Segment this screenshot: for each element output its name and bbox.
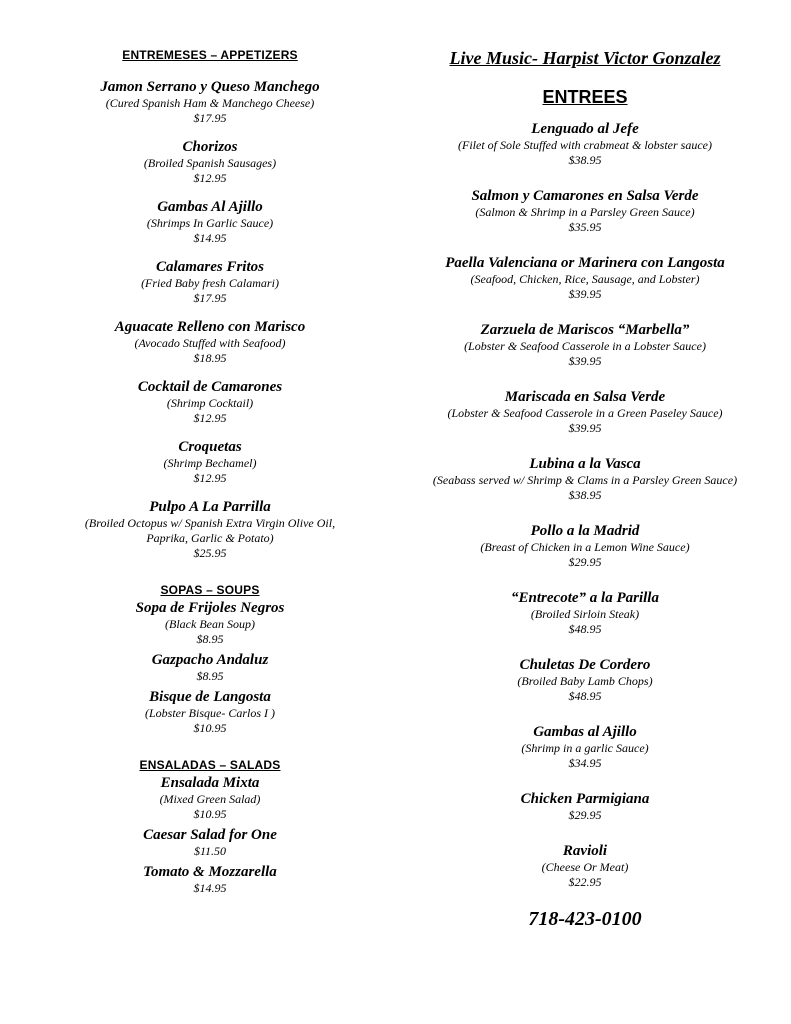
item-name: Lenguado al Jefe: [531, 121, 639, 137]
item-name: Gambas al Ajillo: [533, 724, 637, 740]
menu-item: [40, 438, 380, 486]
item-price: $48.95: [568, 689, 602, 703]
item-description: (Broiled Sirloin Steak): [530, 607, 640, 621]
item-name: Bisque de Langosta: [149, 689, 271, 705]
menu-item: [415, 254, 755, 302]
item-description: (Black Bean Soup): [165, 617, 255, 631]
item-name: Pulpo A La Parrilla: [149, 499, 271, 515]
item-price: $35.95: [568, 220, 602, 234]
item-name: Sopa de Frijoles Negros: [135, 600, 285, 616]
item-name: Salmon y Camarones en Salsa Verde: [471, 188, 699, 204]
item-description: (Shrimp in a garlic Sauce): [521, 741, 649, 755]
salads-heading: ENSALADAS – SALADS: [139, 758, 281, 772]
item-price: $12.95: [193, 411, 227, 425]
item-price: $8.95: [196, 632, 224, 646]
item-price: $39.95: [568, 421, 602, 435]
menu-item: [40, 774, 380, 822]
item-name: Chorizos: [182, 139, 238, 155]
menu-item: [40, 863, 380, 896]
item-price: $29.95: [568, 808, 602, 822]
menu-item: [415, 522, 755, 570]
item-description: (Broiled Octopus w/ Spanish Extra Virgin Olive Oil,: [84, 516, 336, 530]
item-price: $29.95: [568, 555, 602, 569]
item-name: Pollo a la Madrid: [530, 523, 640, 539]
item-price: $14.95: [193, 881, 227, 895]
right-column: [415, 48, 755, 931]
item-name: Ensalada Mixta: [160, 775, 260, 791]
item-description: (Broiled Spanish Sausages): [143, 156, 277, 170]
menu-item: [40, 378, 380, 426]
item-price: $14.95: [193, 231, 227, 245]
item-description: (Salmon & Shrimp in a Parsley Green Sauce): [475, 205, 695, 219]
item-description: (Seafood, Chicken, Rice, Sausage, and Lobster): [470, 272, 700, 286]
item-description: (Shrimp Bechamel): [163, 456, 257, 470]
item-price: $12.95: [193, 471, 227, 485]
menu-item: [40, 258, 380, 306]
menu-item: [40, 651, 380, 684]
menu-item: [415, 790, 755, 823]
salads-section: [40, 758, 380, 896]
item-name: Calamares Fritos: [156, 259, 264, 275]
phone-number: 718-423-0100: [528, 908, 642, 930]
item-price: $10.95: [193, 807, 227, 821]
menu-item: [40, 498, 380, 561]
item-description: (Filet of Sole Stuffed with crabmeat & lobster sauce): [458, 138, 712, 152]
menu-item: [40, 826, 380, 859]
item-description: (Avocado Stuffed with Seafood): [134, 336, 286, 350]
item-price: $25.95: [193, 546, 227, 560]
item-description: (Cheese Or Meat): [541, 860, 629, 874]
menu-item: [415, 842, 755, 890]
item-name: Aguacate Relleno con Marisco: [114, 319, 306, 335]
item-name: Gambas Al Ajillo: [157, 199, 263, 215]
item-price: $38.95: [568, 153, 602, 167]
item-description: (Broiled Baby Lamb Chops): [517, 674, 653, 688]
item-description: (Breast of Chicken in a Lemon Wine Sauce): [480, 540, 690, 554]
menu-item: [40, 688, 380, 736]
menu-item: [415, 187, 755, 235]
item-name: Paella Valenciana or Marinera con Langosta: [445, 255, 725, 271]
menu-item: [415, 455, 755, 503]
item-price: $38.95: [568, 488, 602, 502]
item-description: (Lobster & Seafood Casserole in a Green Paseley Sauce): [447, 406, 723, 420]
item-price: $18.95: [193, 351, 227, 365]
item-name: Cocktail de Camarones: [137, 379, 283, 395]
item-name: Lubina a la Vasca: [529, 456, 641, 472]
item-description: (Seabass served w/ Shrimp & Clams in a Parsley Green Sauce): [432, 473, 738, 487]
item-description: Paprika, Garlic & Potato): [146, 531, 274, 545]
item-name: Chicken Parmigiana: [520, 791, 650, 807]
menu-item: [415, 120, 755, 168]
item-price: $48.95: [568, 622, 602, 636]
item-description: (Shrimps In Garlic Sauce): [146, 216, 274, 230]
item-price: $11.50: [193, 844, 227, 858]
item-name: Jamon Serrano y Queso Manchego: [100, 79, 320, 95]
item-name: Gazpacho Andaluz: [151, 652, 269, 668]
soups-section: [40, 583, 380, 736]
item-price: $39.95: [568, 287, 602, 301]
menu-item: [40, 198, 380, 246]
menu-item: [40, 318, 380, 366]
item-price: $10.95: [193, 721, 227, 735]
item-description: (Shrimp Cocktail): [166, 396, 254, 410]
left-column: [40, 48, 380, 896]
item-price: $22.95: [568, 875, 602, 889]
menu-item: [415, 388, 755, 436]
item-description: (Fried Baby fresh Calamari): [141, 276, 279, 290]
entrees-heading: ENTREES: [542, 87, 628, 107]
item-price: $8.95: [196, 669, 224, 683]
item-price: $39.95: [568, 354, 602, 368]
item-name: Croquetas: [178, 439, 242, 455]
item-price: $17.95: [193, 111, 227, 125]
live-music-banner: Live Music- Harpist Victor Gonzalez: [449, 48, 721, 68]
appetizers-heading: ENTREMESES – APPETIZERS: [122, 48, 298, 62]
soups-heading: SOPAS – SOUPS: [160, 583, 260, 597]
item-price: $12.95: [193, 171, 227, 185]
menu-item: [415, 723, 755, 771]
menu-item: [415, 656, 755, 704]
item-description: (Mixed Green Salad): [159, 792, 261, 806]
item-name: “Entrecote” a la Parilla: [511, 590, 659, 606]
item-description: (Lobster Bisque- Carlos I ): [145, 706, 275, 720]
menu-item: [40, 599, 380, 647]
item-name: Caesar Salad for One: [143, 827, 277, 843]
item-price: $17.95: [193, 291, 227, 305]
item-name: Ravioli: [562, 843, 608, 859]
menu-item: [40, 78, 380, 126]
item-name: Zarzuela de Mariscos “Marbella”: [480, 322, 690, 338]
item-price: $34.95: [568, 756, 602, 770]
item-description: (Lobster & Seafood Casserole in a Lobster Sauce): [464, 339, 706, 353]
item-description: (Cured Spanish Ham & Manchego Cheese): [105, 96, 315, 110]
item-name: Chuletas De Cordero: [519, 657, 651, 673]
menu-item: [415, 321, 755, 369]
item-name: Mariscada en Salsa Verde: [504, 389, 666, 405]
item-name: Tomato & Mozzarella: [143, 864, 277, 880]
menu-item: [40, 138, 380, 186]
menu-item: [415, 589, 755, 637]
